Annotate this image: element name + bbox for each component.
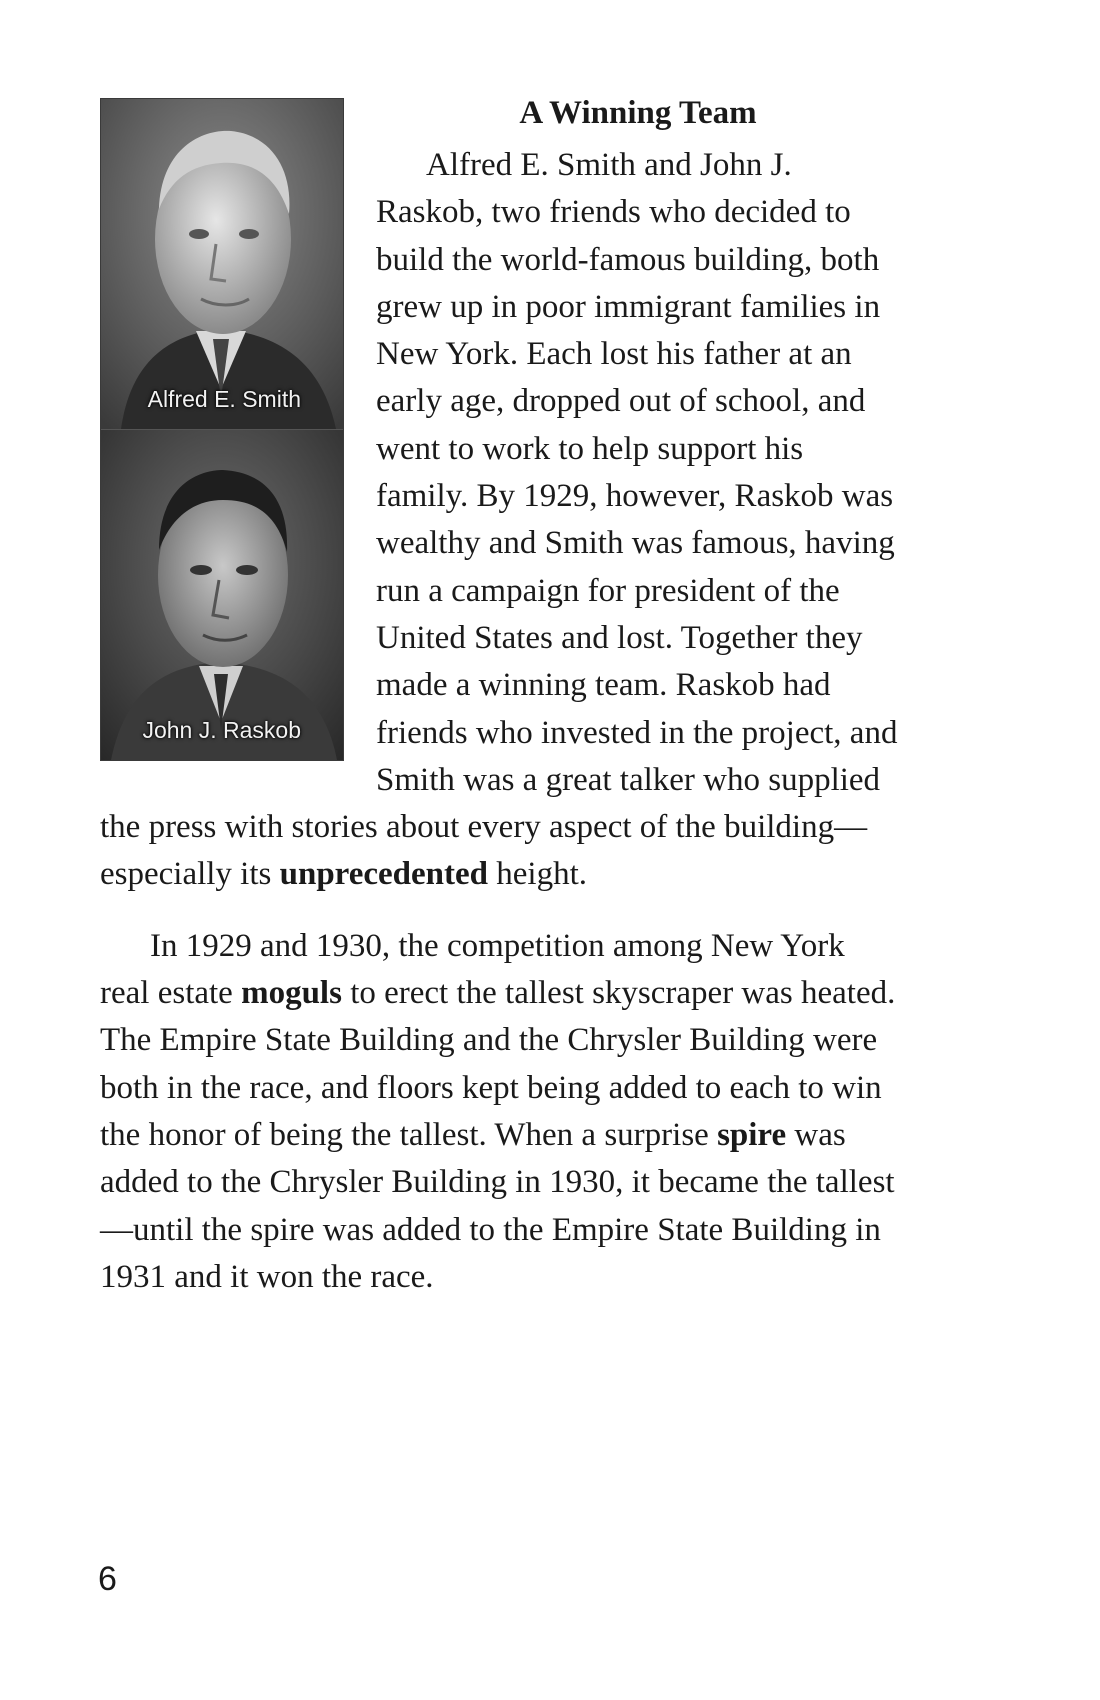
photo-caption-john-raskob: John J. Raskob — [142, 717, 301, 743]
section-heading: A Winning Team — [519, 95, 757, 131]
portrait-photos — [100, 98, 344, 761]
paragraph2-part2: to erect the tallest skyscraper was heated. The Empire State Building and the Chrysler Building were both in the race, and floors kept being added to each to win the honor of being the tallest. When a surprise — [100, 975, 896, 1153]
vocab-word-unprecedented: unprecedented — [279, 856, 489, 893]
paragraph-competition — [100, 923, 900, 1301]
paragraph2-part1: In 1929 and 1930, the competition among New York real estate — [100, 927, 845, 1012]
paragraph1-text: Alfred E. Smith and John J. Raskob, two friends who decided to build the world-famous building, both grew up in poor immigrant families in New York. Each lost his father at an early age, dropped out of school, and went to work to help support his family. By 1929, however, Raskob was wealthy and Smith was famous, having run a campaign for president of the United States and lost. Together they made a winning team. Raskob had friends who invested in the project, and Smith was a great talker who supplied the press with stories about every aspect of the building—especially its — [100, 147, 898, 893]
portrait-john-raskob-image — [101, 430, 343, 760]
page-content — [100, 86, 900, 1301]
portrait-alfred-smith-image — [101, 99, 343, 429]
paragraph2-part3: was added to the Chrysler Building in 1930, it became the tallest—until the spire was added to the Empire State Building in 1931 and it won the race. — [100, 1116, 895, 1295]
photo-caption-alfred-smith: Alfred E. Smith — [147, 386, 301, 412]
paragraph1-end: height. — [488, 856, 588, 893]
page-number: 6 — [98, 1560, 117, 1598]
photo-alfred-smith — [101, 99, 343, 429]
vocab-word-spire: spire — [717, 1116, 787, 1153]
photo-john-raskob — [101, 429, 343, 760]
vocab-word-moguls: moguls — [241, 975, 342, 1012]
